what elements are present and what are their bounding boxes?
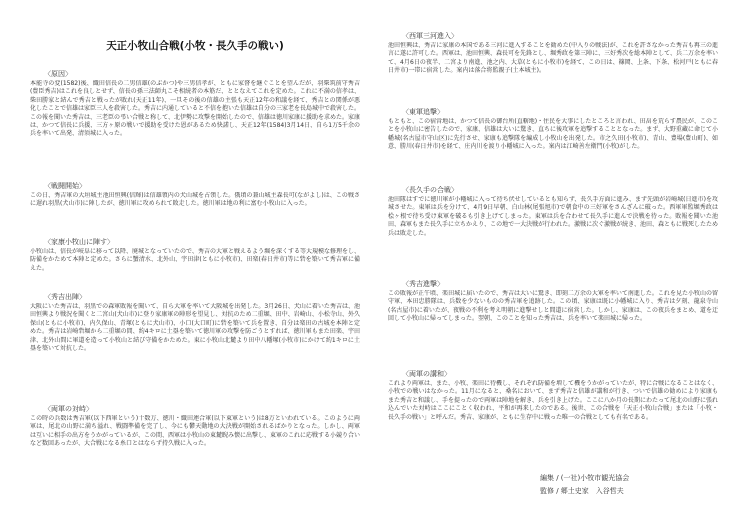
section-heading: 〈両軍の対峙〉: [44, 405, 93, 413]
section-heading: 〈長久手の合戦〉: [402, 186, 458, 194]
section-body: この敗報が正午頃、楽田城に届いたので、秀吉は大いに驚き、即刻二万余の大軍を率いて南進した。これを見た小牧山の留守軍、本田忠勝隊は、兵数を少ないものの秀吉軍を追跡した。この頃、家康は既に小幡城に入り、秀吉は夕刻、龍泉寺山(名古屋市)に着いたが、夜戦の不利を考え明朝に進撃せしと間道に宿営した。しかし、家康は、この夜兵をまとめ、道を迂回して小牧山に帰ってしまった。翌朝、このことを知った秀吉は、兵を率いて楽田城に帰った。: [388, 290, 718, 323]
section-hideyoshi-advance: [388, 280, 718, 366]
section-body: この時の兵数は秀吉軍(以下西軍という)十数万、徳川・織田連合軍(以下東軍という)は8万といわれている。このように両軍は、尾北の山野に満ち溢れ、戦闘準備を完了し、今にも鬱天動地の大決戦が開始されるばかりとなった。しかし、両軍は互いに相手の出方をうかがっているが、この間、西軍は小牧山の東麓睨み懐に出撃し、東軍のこれに応戦する小競り合いなど数回あったが、大合戦になる糸口とはならず持久戦に入った。: [30, 415, 360, 448]
section-body: 小牧山は、信長が岐阜に移って以降、廃城となっていたので、秀吉の大軍と戦えるよう堀を深くする等大規模な修理をし、防備をかためて本陣と定めた。さらに蟹清水、北外山、宇田津(ともに小牧市)、田楽(春日井市)等に砦を築いて秀吉軍に備えた。: [30, 248, 360, 272]
section-heading: 〈秀吉出陣〉: [44, 293, 86, 301]
section-body: もともと、この宿営地は、かつて信長の御台所(直轄地)・住民を大事にしたところと言われ、田畠を荒らす農民が、このことを小牧山に密告したので、家康、信雄は大いに驚き、直ちに後攻軍を追撃することとなった。まず、大野重藏に命じて小幡城(名古屋市守山区)に先行させ、家康も追撃隊を編成し小牧山を出発した。市之久田(小牧市)、青山、豊場(豊山町)、如意、勝川(春日井市)を経て、庄内川を渡り小幡城に入った。案内は江崎善左衛門(小牧)がした。: [388, 118, 718, 151]
section-body: 池田隊はすでに徳川軍が小幡城に入って待ち伏せしているとも知らず、長久手方面に進み、まず先頭が岩崎城(日進市)を攻城させた。東軍は兵を分けて、4月9日早朝、白山林(尾張旭市)で朝食中の三好軍をさんざんに破った。西軍軍監堀秀政は桧ヶ根で待ち受け東軍を破るも引き上げてしまった。東軍は兵を合わせて長久手に進んで決戦を待った。敗報を聞いた池田、森軍もまた長久手に立ちかえり、この地で一大決戦が行われた。激戦に次ぐ激戦が続き、池田、森ともに戦死したため兵は敗走した。: [388, 196, 718, 237]
credit-supervisor: 監修 / 郷土史家 入谷哲夫: [540, 487, 624, 495]
section-ieyasu-camp: [30, 238, 360, 281]
section-body: これより両軍は、また、小牧、楽田に待機し、それぞれ防備を増して機をうかがっていたが、特に合戦になることはなく、小牧での戦いはなかった。11月になると、桑名において、まず秀吉と信雄が講和が行き、ついで信雄の勧めにより家康もまた秀吉と和議し、手を提ったので両軍は陣地を解き、兵を引き上げた。ここに八か月の長期にわたって尾北の山野に張れ込んでいた対峙はここにことく収われ、平和が再来したのである。後世、この合戦を「天正小牧山合戦」または「小牧・長久手の戦い」と呼んだ。秀吉、家康が、ともに生存中に戦った唯一の合戦としても有名である。: [388, 380, 718, 421]
section-standoff: [30, 405, 360, 491]
section-peace: [388, 370, 718, 472]
credit-editor: 編集 / (一社)小牧市観光協会: [540, 474, 630, 482]
section-heading: 〈家康小牧山に陣す〉: [44, 238, 114, 246]
section-body: この日、秀吉軍の大垣城主池田恒興(信輝)は信雄領内の犬山城を占領した。俄頃の兼山城主森長可(ながよし)は、この戦さに遅れ羽黒(犬山市)に陣したが、徳川軍に攻められて敗走した。徳川軍は地の利に富む小牧山に入った。: [30, 192, 360, 208]
section-battle-start: [30, 182, 360, 225]
section-nagakute-battle: [388, 186, 718, 272]
section-body: 本能寺の変(1582)後、織田信長の二男信雄(のぶかつ)や三男信孝が、ともに家督を継ぐことを望んだが、羽柴筑前守秀吉(豊臣秀吉)はこれを良しとせず、信長の孫三法師丸こそ相続者の本筋だ、ととなえてこれを定めた。これに不満の信孝は、柴田勝家と結んで秀吉と戦ったが敗れ(天正11年)、一旦その後の信雄の主張も天正12年の和議を経て、秀吉との関係が悪化したことで信雄は家臣三人を殺害した。秀吉に内通していると不信を抱いた信雄は自分の三家老を長島城中で殺害した。この報を聞いた秀吉は、三老臣の弔い合戦と称して、北伊勢に攻撃を開始したので、信雄は徳川家康に援助を求めた。家康は、かつて信長に兵援、三方ヶ原の戦いで援助を受けた恩があるため快諾し、天正12年(1584)3月14日、自ら1万5千余の兵を率いて出発、清須城に入った。: [30, 80, 360, 138]
section-heading: 〈両軍の講和〉: [402, 370, 451, 378]
section-hideyoshi-departure: [30, 293, 360, 395]
section-body: 大阪にいた秀吉は、羽黒での森軍敗報を聞いて、自ら大軍を率いて大阪城を出発した。3月26日、犬山に着いた秀吉は、池田恒興より戦況を聞くと二宮山(犬山市)に登り家康軍の陣形を望見し、対抗のため二重堀、田中、岩崎山、小松寺山、外久保山(ともに小牧市)、内久保山、青塚(ともに犬山市)、小口(大口町)に砦を築いて兵を置き、自分は楽田の古城を本陣と定めた。秀吉は岩崎砦堀から二重堀の間、約4キロに土塁を築いて徳川軍の攻撃を防ごうとすれば、徳川軍もまた田楽、宇田津、北外山間に軍道を造って小牧山と結び守備をかためた。東に小牧山北麓より田中八幡塚(小牧市)にかけて約1キロに土塁を築いて対抗した。: [30, 303, 360, 353]
section-east-pursuit: [388, 108, 718, 177]
section-heading: 〈西軍三河進入〉: [402, 32, 458, 40]
credits: [540, 472, 730, 498]
document-title: 天正小牧山合戦(小牧・長久手の戦い): [106, 40, 284, 52]
section-west-advance: [388, 32, 718, 101]
section-heading: 〈戦闘開始〉: [44, 182, 86, 190]
section-cause: [30, 70, 360, 172]
section-heading: 〈秀吉進撃〉: [402, 280, 444, 288]
section-body: 池田恒興は、秀吉に家康の本国である三河に進入することを勧めた(中入りの戦法)が、これを許さなかった秀吉も再三の進言に遂に許可した。西軍は、池田恒興、森長可を先鋒とし、堀秀政を第三陣に、三好秀次を総本陣として、兵二万余を率いて、4月6日の夜半、二宮より南進、池之内、大草(ともに小牧市)を経て、この日は、篠岡、上条、下条、松河戸(ともに春日井市)一帯に宿営した。案内は落合将監親子(土本城主)。: [388, 42, 718, 75]
section-heading: 〈原因〉: [44, 70, 72, 78]
section-heading: 〈東軍追撃〉: [402, 108, 444, 116]
